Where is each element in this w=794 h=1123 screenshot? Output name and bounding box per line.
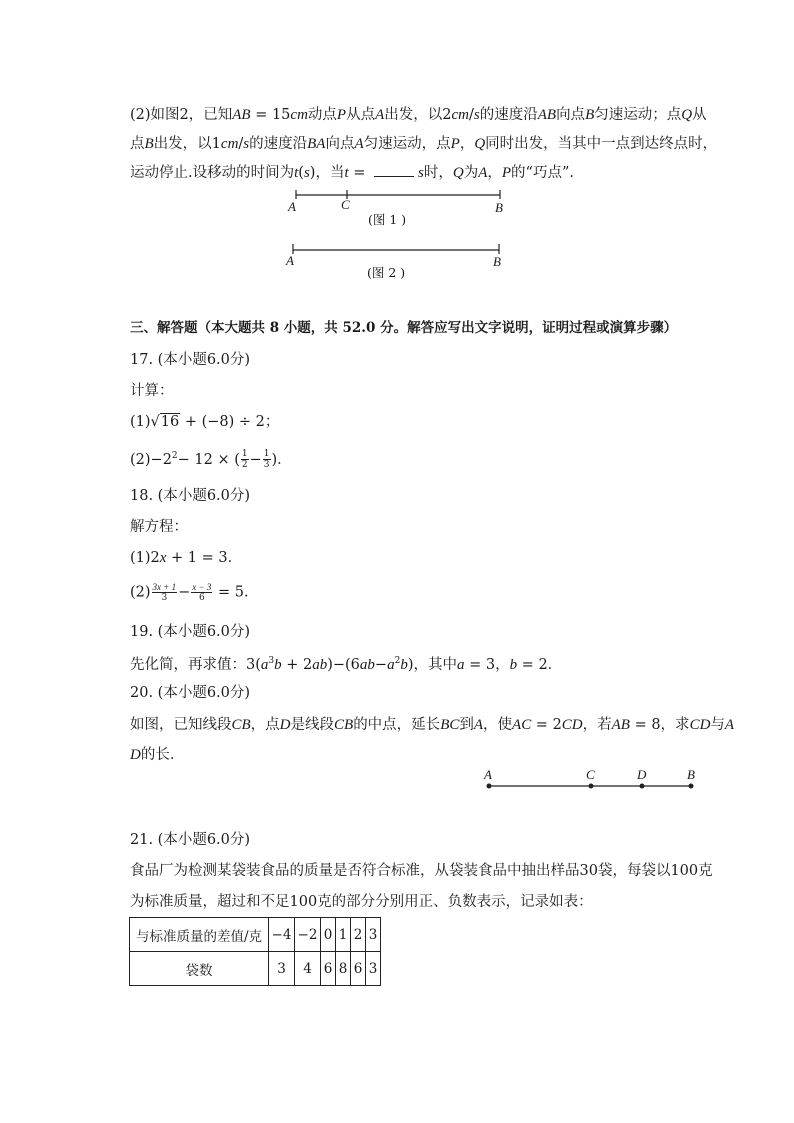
q18-part-2: (2) $\frac{3x + 1}{3}$ − $\frac{x - 3}{6}$ = 5． [130, 582, 259, 603]
q20-figure-segment [0, 760, 794, 800]
table-cell: 6 [351, 952, 366, 986]
q18-part-1: (1)2x + 1 = 3． [130, 550, 243, 566]
q20-line-1: 如图，已知线段CB，点D是线段CB的中点，延长BC到A，使AC = 2CD，若AB = 8，求CD与A [130, 717, 735, 733]
table-cell: 4 [295, 952, 321, 986]
table-cell: 8 [336, 952, 351, 986]
fig1-label-a: A [288, 199, 296, 214]
q16-line-1: (2)如图2，已知AB = 15cm动点P从点A出发，以2cm/s的速度沿AB向点B匀速运动；点Q从 [130, 107, 707, 123]
fig2-caption: (图 2 ) [367, 265, 406, 280]
q16-line-2: 点B出发，以1cm/s的速度沿BA向点A匀速运动，点P，Q同时出发，当其中一点到达终点时， [130, 136, 718, 152]
q20-label-b: B [687, 767, 695, 782]
q18-header: 18. (本小题6.0分) [130, 488, 251, 504]
q21-line-2: 为标准质量，超过和不足100克的部分分别用正、负数表示，记录如表： [130, 894, 593, 910]
q21-table [129, 917, 381, 986]
q21-header: 21. (本小题6.0分) [130, 832, 251, 848]
fig1-caption: (图 1 ) [368, 212, 407, 227]
q17-intro: 计算： [130, 383, 174, 399]
q17-header: 17. (本小题6.0分) [130, 352, 251, 368]
table-cell: 3 [366, 952, 381, 986]
q20-label-c: C [586, 767, 595, 782]
q19-header: 19. (本小题6.0分) [130, 624, 251, 640]
q19-text: 先化简，再求值：$3(a^3b + 2ab)-(6ab-a^2b)$，其中a = 3，b = 2． [130, 656, 563, 673]
table-cell: 6 [321, 952, 336, 986]
section-3-title: 三、解答题（本大题共 8 小题，共 52.0 分。解答应写出文字说明，证明过程或演算步骤） [130, 320, 678, 336]
fig1-label-c: C [341, 197, 350, 212]
table-cell: 3 [366, 918, 381, 952]
fig2-label-a: A [286, 253, 294, 268]
table-row [130, 952, 381, 986]
table-cell: 0 [321, 918, 336, 952]
q20-line-2: D的长． [130, 747, 185, 763]
table-cell: 与标准质量的差值/克 [130, 918, 269, 952]
table-cell: −2 [295, 918, 321, 952]
table-row [130, 918, 381, 952]
fig2-label-b: B [493, 254, 501, 269]
fig1-label-b: B [495, 200, 503, 215]
table-cell: 1 [336, 918, 351, 952]
q16-line-3: 运动停止.设移动的时间为t(s)，当t = s时，Q为A，P的“巧点”． [130, 165, 584, 181]
q20-header: 20. (本小题6.0分) [130, 685, 251, 701]
q20-label-a: A [484, 767, 492, 782]
table-cell: 袋数 [130, 952, 269, 986]
q21-line-1: 食品厂为检测某袋装食品的质量是否符合标准，从袋装食品中抽出样品30袋，每袋以100克 [130, 863, 713, 879]
q20-label-d: D [637, 767, 647, 782]
figure-1-segment [0, 0, 794, 300]
table-cell: 3 [269, 952, 295, 986]
q17-part-2: $(2)-2^2- 12$ × ( $\frac{1}{2}$ − $\frac{1}{3}$ )． [130, 449, 292, 471]
table-cell: 2 [351, 918, 366, 952]
q18-intro: 解方程： [130, 519, 188, 535]
table-cell: −4 [269, 918, 295, 952]
q17-part-1: (1)√16 + (−8) ÷ 2； [130, 414, 280, 430]
